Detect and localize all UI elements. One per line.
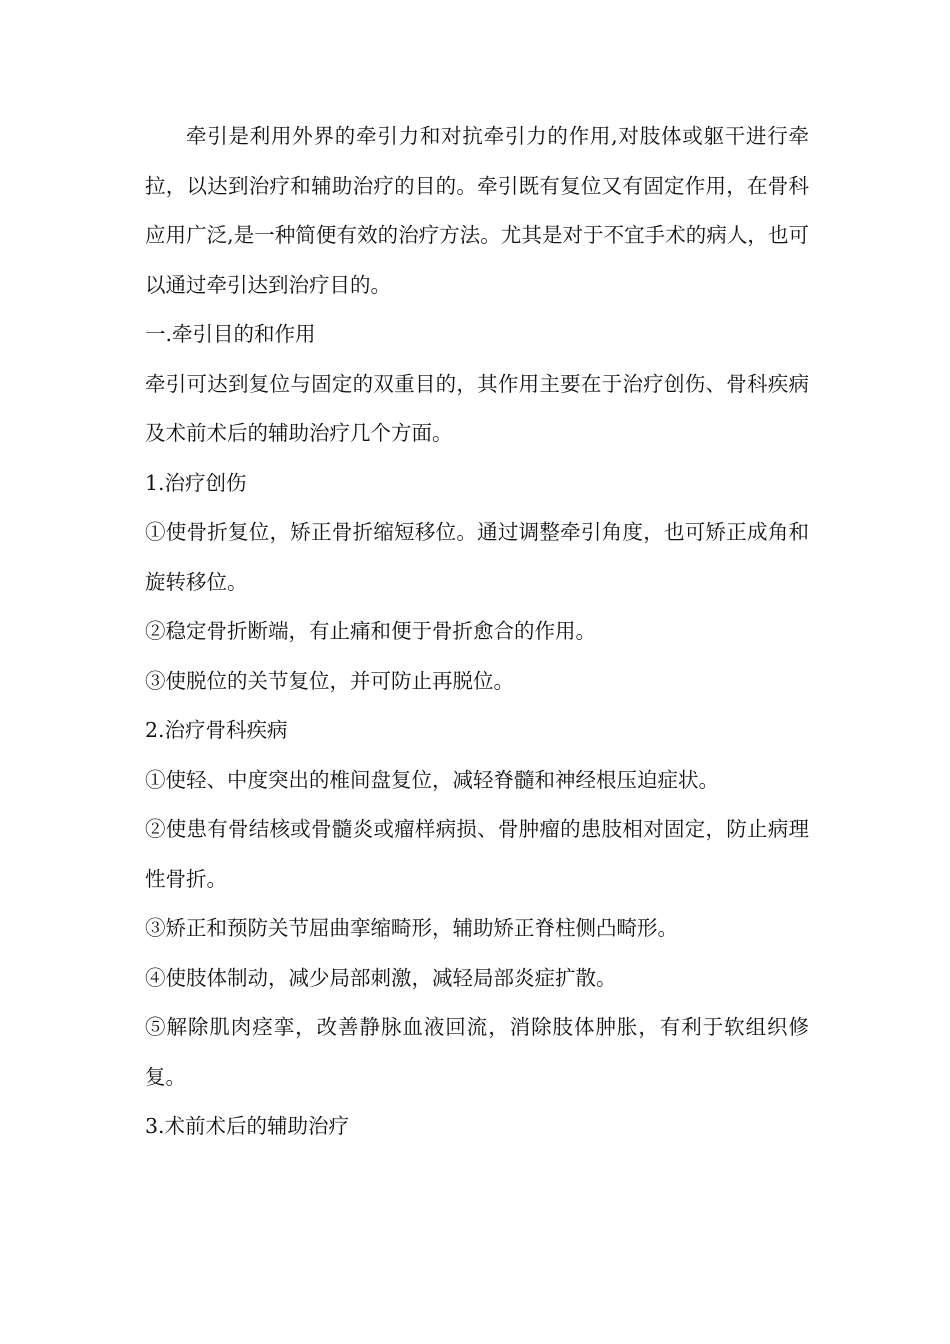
list-item: ⑤解除肌肉痉挛，改善静脉血液回流，消除肢体肿胀，有利于软组织修复。 (145, 1015, 809, 1089)
list-item: ①使骨折复位，矫正骨折缩短移位。通过调整牵引角度，也可矫正成角和旋转移位。 (145, 520, 809, 594)
subsection-heading: 3.术前术后的辅助治疗 (145, 1114, 350, 1138)
list-item: ①使轻、中度突出的椎间盘复位，减轻脊髓和神经根压迫症状。 (145, 767, 719, 792)
list-item: ②稳定骨折断端，有止痛和便于骨折愈合的作用。 (145, 619, 596, 643)
list-item: ③矫正和预防关节屈曲挛缩畸形，辅助矫正脊柱侧凸畸形。 (145, 916, 678, 940)
list-item: ③使脱位的关节复位，并可防止再脱位。 (145, 668, 514, 693)
list-item: ②使患有骨结核或骨髓炎或瘤样病损、骨肿瘤的患肢相对固定，防止病理性骨折。 (145, 817, 809, 891)
intro-paragraph: 牵引是利用外界的牵引力和对抗牵引力的作用,对肢体或躯干进行牵拉，以达到治疗和辅助治疗的目的。牵引既有复位又有固定作用，在骨科应用广泛,是一种简便有效的治疗方法。尤其是对于不宜手术的病人，也可以通过牵引达到治疗目的。 (145, 124, 809, 297)
subsection-heading: 2.治疗骨科疾病 (145, 718, 288, 742)
list-item: ④使肢体制动，减少局部刺激，减轻局部炎症扩散。 (145, 965, 617, 990)
body-paragraph: 牵引可达到复位与固定的双重目的，其作用主要在于治疗创伤、骨科疾病及术前术后的辅助治疗几个方面。 (145, 371, 809, 445)
subsection-heading: 1.治疗创伤 (145, 470, 247, 495)
section-heading: 一.牵引目的和作用 (145, 322, 316, 346)
document-body (145, 112, 809, 1152)
